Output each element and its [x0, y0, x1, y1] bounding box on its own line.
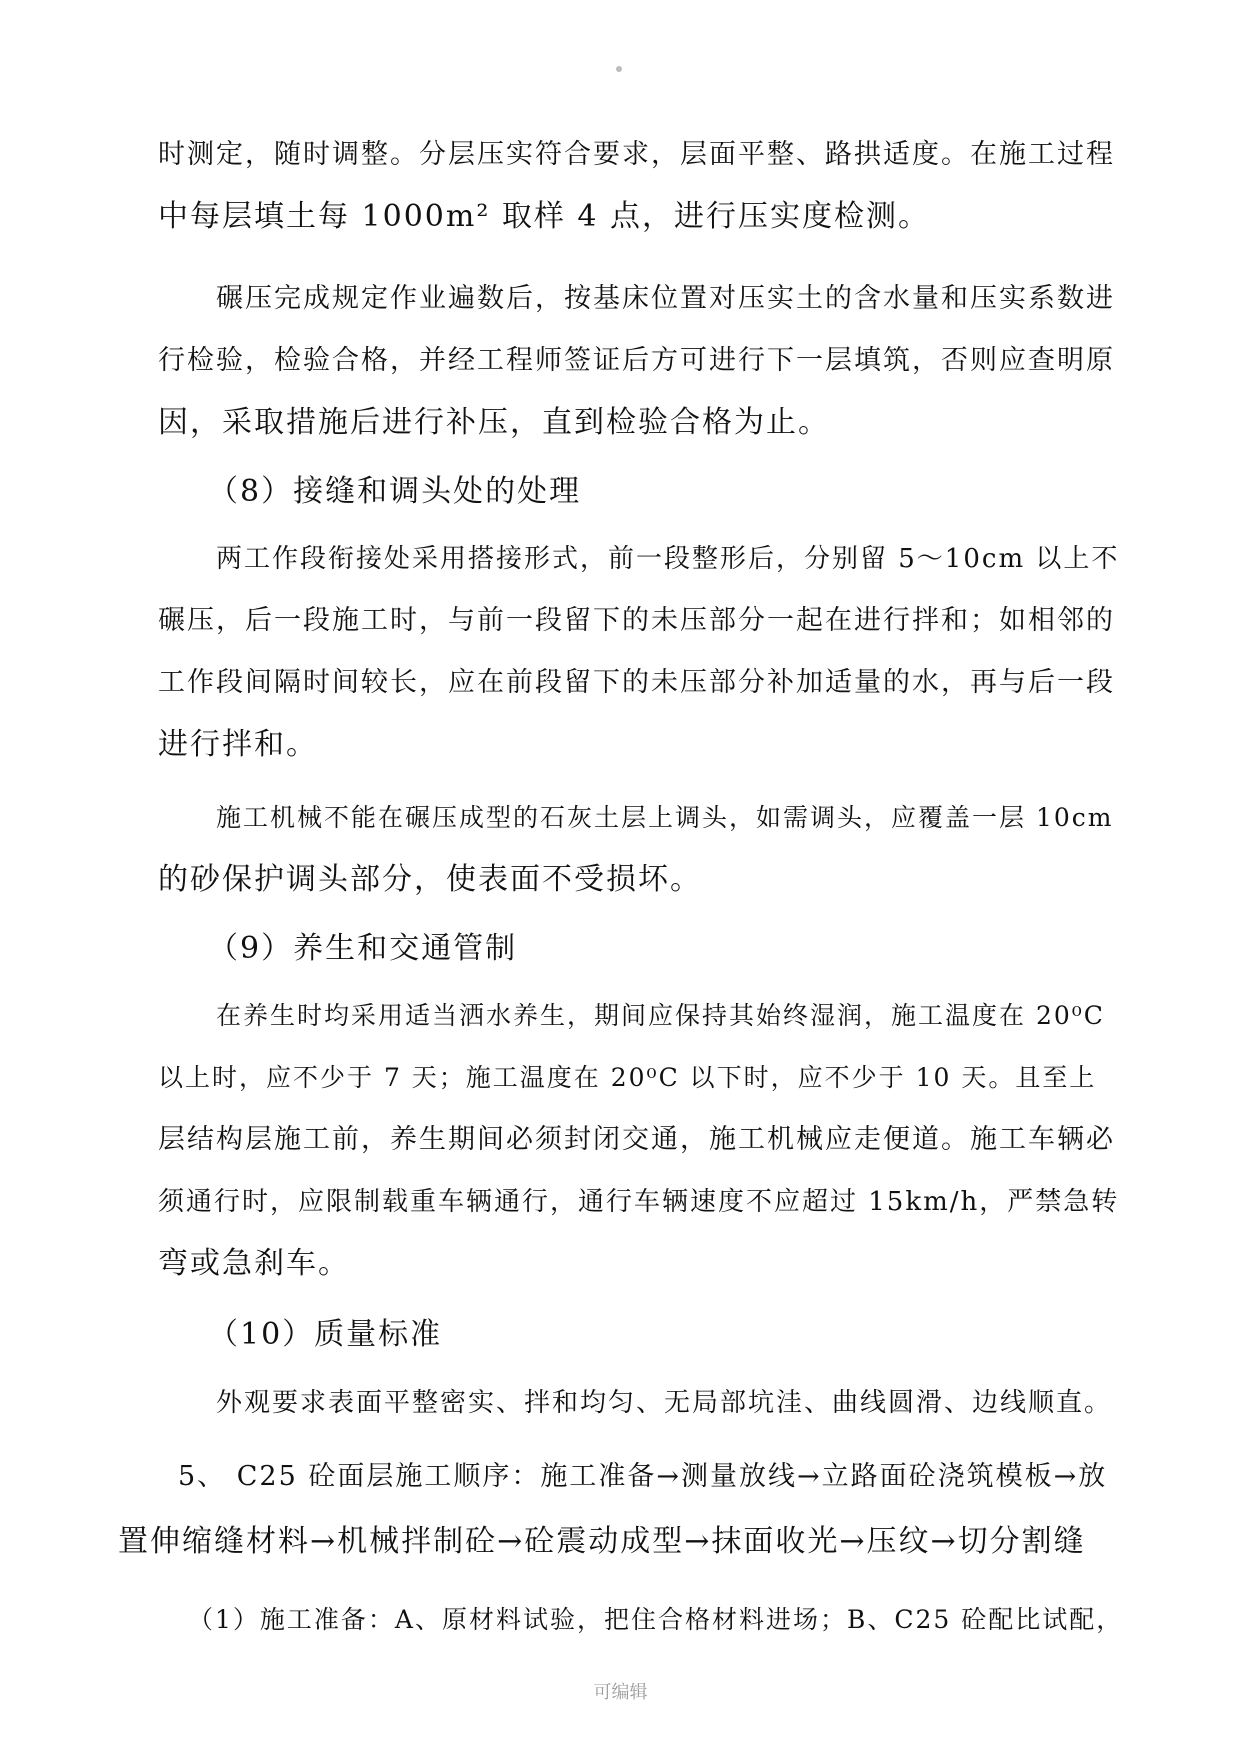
paragraph-line: 碾压完成规定作业遍数后，按基床位置对压实土的含水量和压实系数进: [216, 283, 1115, 314]
paragraph-line: 因，采取措施后进行补压，直到检验合格为止。: [158, 405, 830, 440]
paragraph-line: 以上时，应不少于 7 天；施工温度在 20⁰C 以下时，应不少于 10 天。且至上: [158, 1063, 1097, 1092]
paragraph-line: 的砂保护调头部分，使表面不受损坏。: [158, 862, 702, 897]
paragraph-line: 工作段间隔时间较长，应在前段留下的未压部分补加适量的水，再与后一段: [158, 667, 1115, 698]
page-footer: 可编辑: [593, 1682, 648, 1703]
section-heading-5: 5、 C25 砼面层施工顺序：施工准备→测量放线→立路面砼浇筑模板→放: [178, 1461, 1108, 1492]
paragraph-line: 外观要求表面平整密实、拌和均匀、无局部坑洼、曲线圆滑、边线顺直。: [216, 1388, 1113, 1418]
section-heading-10: （10）质量标准: [208, 1317, 443, 1352]
paragraph-line: 碾压，后一段施工时，与前一段留下的未压部分一起在进行拌和；如相邻的: [158, 605, 1115, 636]
paragraph-line: 置伸缩缝材料→机械拌制砼→砼震动成型→抹面收光→压纹→切分割缝: [118, 1524, 1086, 1559]
paragraph-line: 在养生时均采用适当洒水养生，期间应保持其始终湿润，施工温度在 20⁰C: [216, 1001, 1105, 1030]
paragraph-line: 时测定，随时调整。分层压实符合要求，层面平整、路拱适度。在施工过程: [158, 139, 1115, 170]
paragraph-line: 须通行时，应限制载重车辆通行，通行车辆速度不应超过 15km/h，严禁急转: [158, 1187, 1120, 1217]
section-heading-8: （8）接缝和调头处的处理: [208, 474, 582, 509]
paragraph-line: 行检验，检验合格，并经工程师签证后方可进行下一层填筑，否则应查明原: [158, 345, 1115, 376]
paragraph-line: 弯或急刹车。: [158, 1246, 350, 1281]
paragraph-line: 两工作段衔接处采用搭接形式，前一段整形后，分别留 5～10cm 以上不: [216, 544, 1120, 574]
paragraph-line: 层结构层施工前，养生期间必须封闭交通，施工机械应走便道。施工车辆必: [158, 1124, 1115, 1155]
section-heading-9: （9）养生和交通管制: [208, 931, 518, 966]
header-dot: [616, 66, 622, 72]
paragraph-line: 进行拌和。: [158, 727, 318, 762]
paragraph-line: 施工机械不能在碾压成型的石灰土层上调头，如需调头，应覆盖一层 10cm: [216, 803, 1114, 832]
paragraph-line: 中每层填土每 1000m² 取样 4 点，进行压实度检测。: [158, 199, 931, 234]
paragraph-line: （1）施工准备：A、原材料试验，把住合格材料进场；B、C25 砼配比试配，: [188, 1605, 1124, 1634]
